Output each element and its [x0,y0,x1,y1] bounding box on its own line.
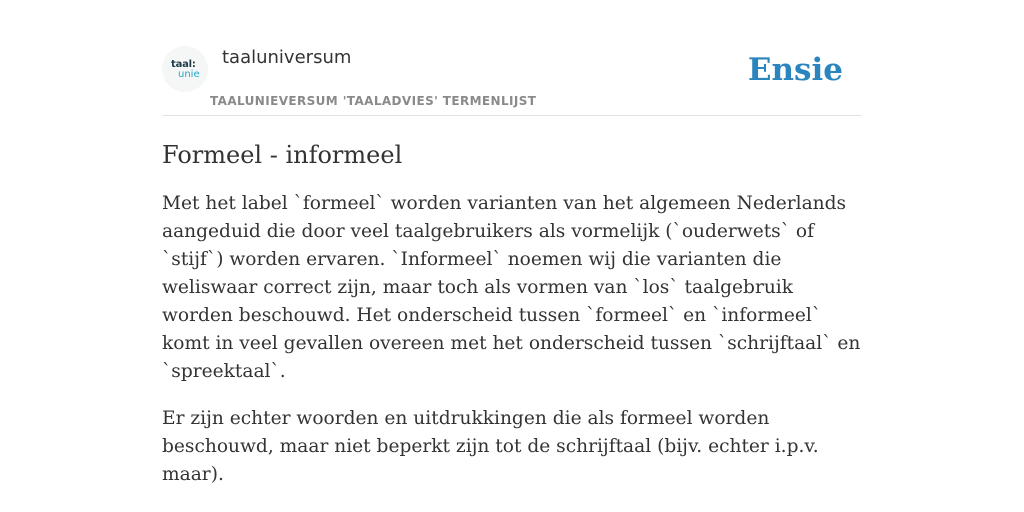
logo-text-bottom: unie [178,69,200,80]
entry-header [162,40,862,116]
entry-title: Formeel - informeel [162,141,403,169]
logo-text-top: taal: [171,59,196,70]
source-tag-link[interactable]: TAALUNIEVERSUM 'TAALADVIES' TERMENLIJST [210,94,537,108]
entry-paragraph: Met het label `formeel` worden varianten van het algemeen Nederlands aangeduid die door veel taalgebruikers als vormelijk (`ouderwets` of `stijf`) worden ervaren. `Informeel` noemen wij die varianten die weliswaar correct zijn, maar toch als vormen van `los` taalgebruik worden beschouwd. Het onderscheid tussen `formeel` en `informeel` komt in veel gevallen overeen met het onderscheid tussen `schrijftaal` en `spreektaal`. [162,193,861,382]
entry-paragraph: Er zijn echter woorden en uitdrukkingen die als formeel worden beschouwd, maar niet beperkt zijn tot de schrijftaal (bijv. echter i.p.v. maar). [162,408,819,485]
entry-card [162,40,862,489]
brand-logo[interactable]: Ensie [747,52,843,88]
source-name-link[interactable]: taaluniversum [222,47,352,68]
source-logo[interactable] [162,46,208,92]
